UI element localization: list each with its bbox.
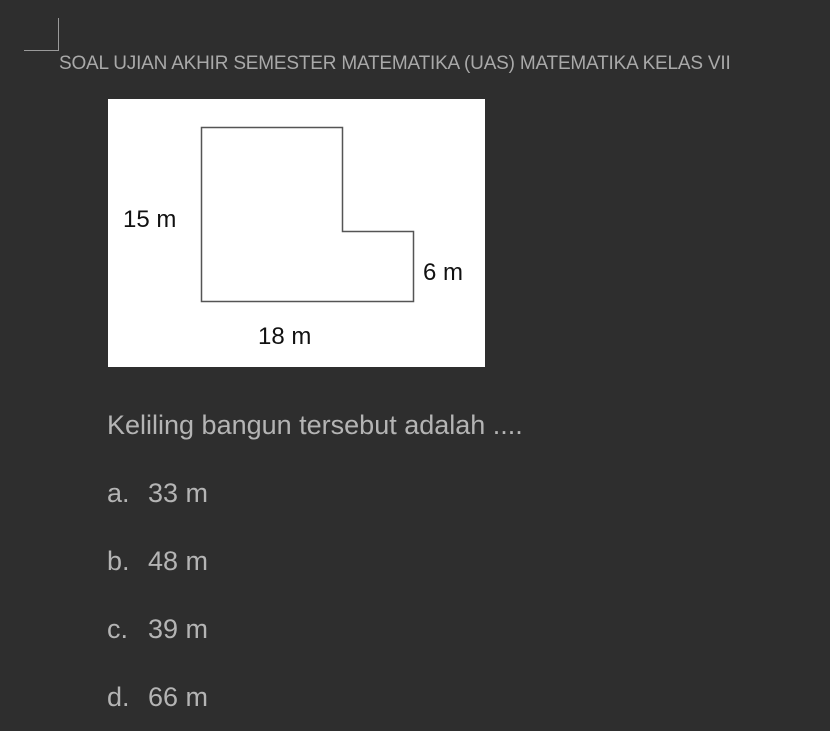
option-letter: a.: [107, 478, 130, 508]
option-text: 39 m: [148, 614, 209, 644]
option-text: 33 m: [148, 478, 209, 508]
option-letter: b.: [107, 546, 130, 576]
page-corner-mark: [24, 18, 59, 51]
option-text: 66 m: [148, 682, 209, 712]
bottom-side-label: 18 m: [258, 323, 312, 350]
height-label: 15 m: [123, 206, 177, 233]
option-a: [107, 478, 208, 546]
option-text: 48 m: [148, 546, 209, 576]
option-letter: c.: [107, 614, 129, 644]
l-shape-outline: [202, 128, 414, 302]
page-title: SOAL UJIAN AKHIR SEMESTER MATEMATIKA (UAS) MATEMATIKA KELAS VII: [59, 53, 731, 74]
option-letter: d.: [107, 682, 130, 712]
right-side-label: 6 m: [423, 259, 464, 286]
option-c: [107, 614, 208, 682]
option-d: [107, 682, 208, 731]
l-shape-diagram: [108, 99, 485, 367]
answer-options: [107, 478, 208, 731]
l-shape-figure: [108, 99, 485, 367]
option-b: [107, 546, 208, 614]
question-text: Keliling bangun tersebut adalah ....: [107, 410, 523, 440]
